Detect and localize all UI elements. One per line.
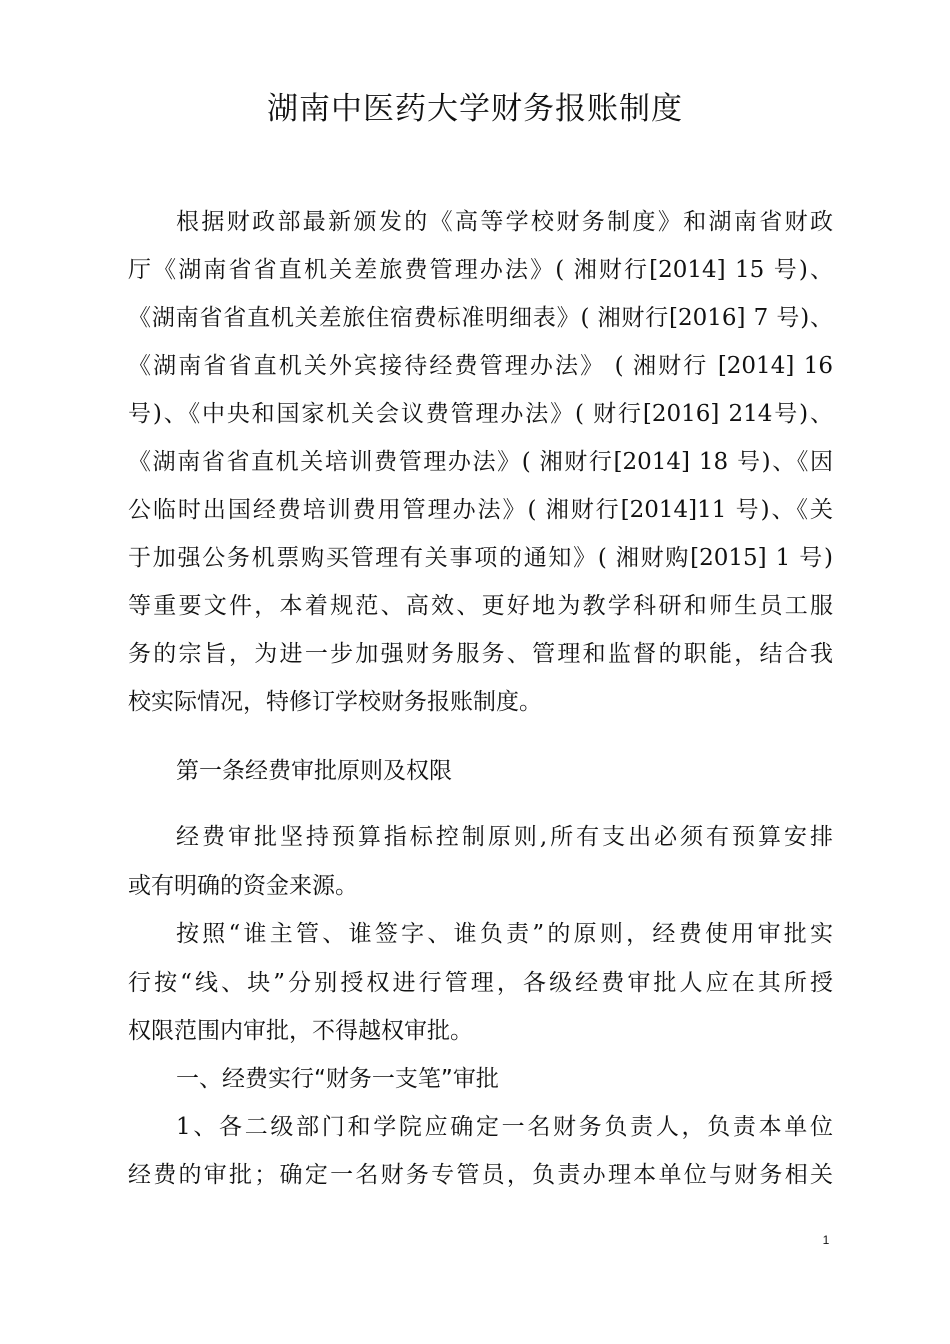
document-title: 湖南中医药大学财务报账制度 (267, 91, 683, 127)
intro-line-9: 等重要文件，本着规范、高效、更好地为教学科研和师生员工服 (128, 593, 833, 619)
intro-line-7: 公临时出国经费培训费用管理办法》( 湘财行[2014]11 号)、《关 (128, 497, 833, 523)
article1-para1-line-1: 经费审批坚持预算指标控制原则,所有支出必须有预算安排 (176, 824, 833, 850)
article1-para2-line-2: 行按“线、块”分别授权进行管理，各级经费审批人应在其所授 (128, 970, 833, 996)
intro-line-5: 号)、《中央和国家机关会议费管理办法》( 财行[2016] 214号)、 (128, 401, 833, 427)
intro-line-3: 《湖南省省直机关差旅住宿费标准明细表》( 湘财行[2016] 7 号)、 (128, 305, 833, 331)
intro-line-10: 务的宗旨，为进一步加强财务服务、管理和监督的职能，结合我 (128, 641, 833, 667)
intro-line-4: 《湖南省省直机关外宾接待经费管理办法》 ( 湘财行 [2014] 16 (128, 353, 833, 379)
article1-para1-line-2: 或有明确的资金来源。 (128, 873, 358, 899)
intro-line-2: 厅《湖南省省直机关差旅费管理办法》( 湘财行[2014] 15 号)、 (128, 257, 833, 283)
article1-para2-line-3: 权限范围内审批，不得越权审批。 (128, 1018, 473, 1044)
item1-line-1: 1、各二级部门和学院应确定一名财务负责人，负责本单位 (176, 1114, 833, 1140)
intro-line-8: 于加强公务机票购买管理有关事项的通知》( 湘财购[2015] 1 号) (128, 545, 833, 571)
intro-line-1: 根据财政部最新颁发的《高等学校财务制度》和湖南省财政 (176, 209, 833, 235)
page-number: 1 (822, 1233, 830, 1247)
intro-line-6: 《湖南省省直机关培训费管理办法》( 湘财行[2014] 18 号)、《因 (128, 449, 833, 475)
section1-heading: 一、经费实行“财务一支笔”审批 (176, 1066, 499, 1092)
item1-line-2: 经费的审批；确定一名财务专管员，负责办理本单位与财务相关 (128, 1162, 833, 1188)
article1-para2-line-1: 按照“谁主管、谁签字、谁负责”的原则，经费使用审批实 (176, 921, 833, 947)
article1-heading: 第一条经费审批原则及权限 (176, 758, 452, 784)
intro-line-11: 校实际情况，特修订学校财务报账制度。 (128, 689, 542, 715)
